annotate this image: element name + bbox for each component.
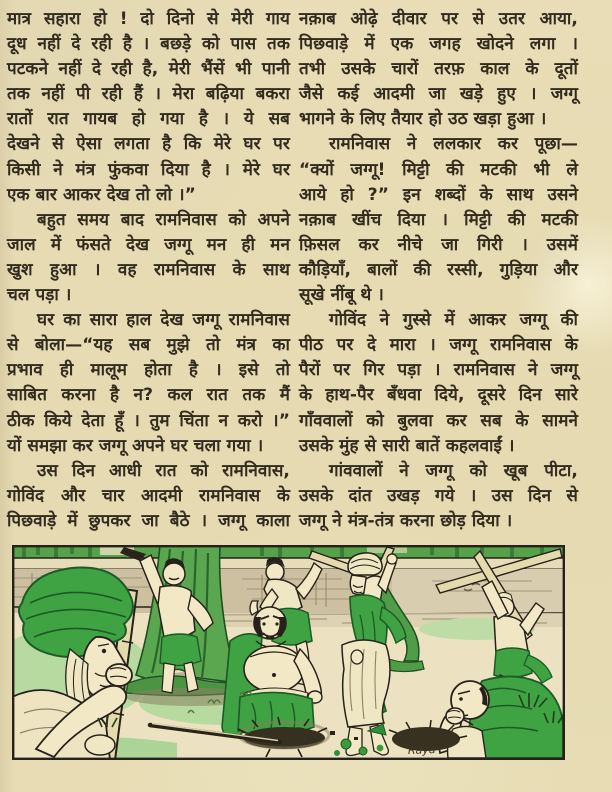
text-line: साबित करना है न? कल रात तक मैं (7, 385, 290, 406)
text-line: जैसे कई आदमी जा खड़े हुए । जग्गू (299, 84, 578, 105)
text-line: पिछवाड़े में एक जगह खोदने लगा । (299, 34, 578, 55)
text-line: के हाथ-पैर बँधवा दिये, दूसरे दिन सारे (299, 385, 578, 406)
artist-signature: Raya (407, 743, 436, 757)
text-line: खुश हुआ । वह रामनिवास के साथ (7, 259, 290, 280)
text-line: पटकने नहीं दे रही है, मेरी भैंसें भी पानी (7, 59, 290, 80)
white-turban (348, 553, 382, 575)
story-illustration (12, 545, 565, 760)
text-line: तभी उसके चारों तरफ़ काल के दूतों (299, 59, 578, 80)
text-line: जाल में फंसते देख जग्गू मन ही मन (7, 234, 290, 255)
text-line: नक़ाब खींच दिया । मिट्टी की मटकी (299, 209, 578, 230)
text-line: पीठ पर दे मारा । जग्गू रामनिवास के (299, 335, 578, 356)
text-line: कौड़ियाँ, बालों की रस्सी, गुड़िया और (299, 259, 578, 280)
text-line: किसी ने मंत्र फुंकवा दिया है । मेरे घर (7, 159, 290, 180)
text-line: पैरों पर गिर पड़ा । रामनिवास ने जग्गू (299, 360, 578, 381)
text-line: रामनिवास ने ललकार कर पूछा— (329, 134, 578, 155)
text-line: देखने से ऐसा लगता है कि मेरे घर पर (7, 134, 290, 155)
text-line: दूध नहीं दे रही है । बछड़े को पास तक (7, 34, 290, 55)
text-line: गांववालों ने जग्गू को खूब पीटा, (329, 460, 578, 481)
text-line: चल पड़ा । (7, 285, 72, 306)
text-line: आये हो ?” इन शब्दों के साथ उसने (299, 184, 578, 205)
text-line: जग्गू ने मंत्र-तंत्र करना छोड़ दिया । (299, 510, 513, 531)
text-line: तक नहीं पी रही हैं । मेरा बढ़िया बकरा (7, 84, 290, 105)
text-line: फ़िसल कर नीचे जा गिरी । उसमें (299, 234, 578, 255)
text-line: प्रभाव ही मालूम होता है । इसे तो (7, 360, 290, 381)
text-line: “क्यों जग्गू! मिट्टी की मटकी भी ले (299, 159, 578, 180)
text-line: गाँववालों को बुलवा कर सब के सामने (299, 410, 578, 431)
text-line: एक बार आकर देख तो लो ।” (7, 184, 196, 205)
text-line: बहुत समय बाद रामनिवास को अपने (37, 209, 290, 230)
text-line: भागने के लिए तैयार हो उठ खड़ा हुआ । (299, 109, 547, 130)
text-column-left (7, 7, 290, 534)
text-line: पिछवाड़े में छुपकर जा बैठे । जग्गू काला (7, 510, 290, 531)
text-line: गोविंद और चार आदमी रामनिवास के (7, 485, 290, 506)
villager-crouching (439, 676, 563, 758)
text-column-right (299, 7, 578, 534)
text-line: उसके दांत उखड़ गये । उस दिन से (299, 485, 578, 506)
text-line: उस दिन आधी रात को रामनिवास, (37, 460, 290, 481)
text-line: रातों रात गायब हो गया है । ये सब (7, 109, 290, 130)
text-line: सूखे नींबू थे । (299, 285, 384, 306)
text-line: से बोला—“यह सब मुझे तो मंत्र का (7, 335, 290, 356)
text-line: यों समझा कर जग्गू अपने घर चला गया । (7, 435, 264, 456)
text-line: उसके मुंह से सारी बातें कहलवाईं । (299, 435, 515, 456)
text-line: गोविंद ने गुस्से में आकर जग्गू की (329, 310, 578, 331)
beating-scene-art (12, 545, 565, 760)
text-line: मात्र सहारा हो ! दो दिनो से मेरी गाय (7, 9, 290, 29)
text-line: ठीक किये देता हूँ । तुम चिंता न करो ।” (7, 410, 290, 431)
text-line: नक़ाब ओढ़े दीवार पर से उतर आया, (299, 9, 578, 29)
text-line: घर का सारा हाल देख जग्गू रामनिवास (37, 310, 290, 331)
white-dhoti (342, 640, 390, 727)
